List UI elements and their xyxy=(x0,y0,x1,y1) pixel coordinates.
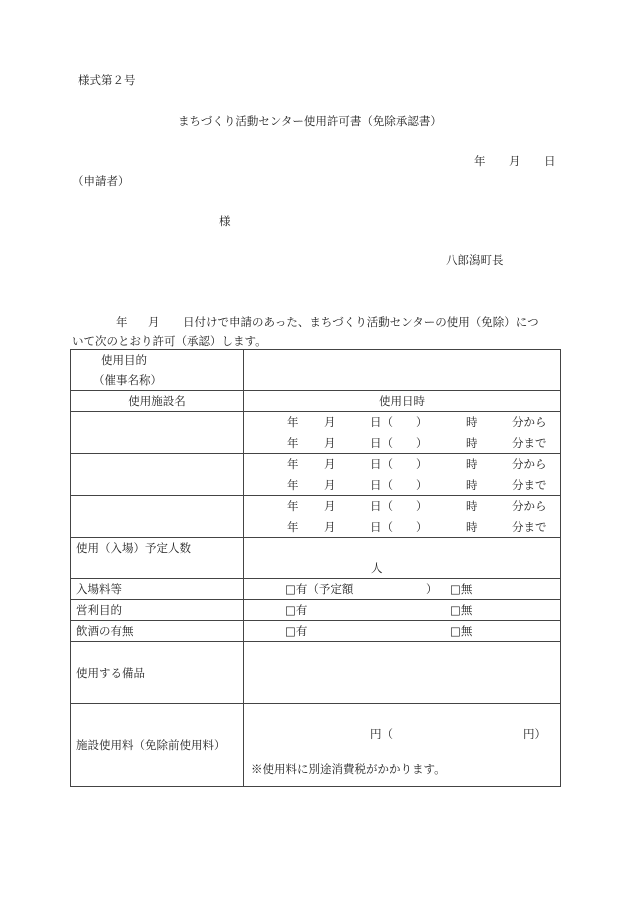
equipment-label-cell: 使用する備品 xyxy=(71,642,244,704)
facility-row-1 xyxy=(71,412,561,454)
alcohol-value-cell xyxy=(244,621,561,642)
usage-fee-label-cell: 施設使用料（免除前使用料） xyxy=(71,704,244,787)
datetime-cell[interactable] xyxy=(244,454,561,496)
profit-no-checkbox[interactable]: □無 xyxy=(450,603,473,617)
facility-cell[interactable] xyxy=(71,496,244,538)
profit-yes-checkbox[interactable]: □有 xyxy=(285,603,308,617)
usage-fee-value-cell[interactable] xyxy=(244,704,561,787)
body-line1: 日付けで申請のあった、まちづくり活動センターの使用（免除）につ xyxy=(183,315,539,329)
document-title: まちづくり活動センター使用許可書（免除承認書） xyxy=(178,114,442,128)
datetime-until-line: 年 月 日（ ） 時 分まで xyxy=(287,519,547,534)
purpose-label-cell xyxy=(71,350,244,391)
attendance-label-cell xyxy=(71,538,244,579)
applicant-label: （申請者） xyxy=(72,174,130,188)
usage-fee-row xyxy=(71,704,561,787)
tax-note: ※使用料に別途消費税がかかります。 xyxy=(251,762,446,776)
alcohol-row xyxy=(71,621,561,642)
fee-amount-close: ） xyxy=(426,582,438,596)
purpose-value-cell[interactable] xyxy=(244,350,561,391)
alcohol-yes-checkbox[interactable]: □有 xyxy=(285,624,308,638)
facility-row-3 xyxy=(71,496,561,538)
body-line2: いて次のとおり許可（承認）します。 xyxy=(72,334,267,348)
datetime-header: 使用日時 xyxy=(244,391,561,412)
equipment-row xyxy=(71,642,561,704)
profit-row xyxy=(71,600,561,621)
profit-value-cell xyxy=(244,600,561,621)
datetime-cell[interactable] xyxy=(244,412,561,454)
equipment-value-cell[interactable] xyxy=(244,642,561,704)
datetime-from-line: 年 月 日（ ） 時 分から xyxy=(287,499,547,513)
header-row xyxy=(71,391,561,412)
entrance-fee-label-cell: 入場料等 xyxy=(71,579,244,600)
entrance-fee-row xyxy=(71,579,561,600)
datetime-from-line: 年 月 日（ ） 時 分から xyxy=(287,415,547,429)
attendance-label: 使用（入場）予定人数 xyxy=(76,541,191,555)
purpose-label-1: 使用目的 xyxy=(101,353,147,367)
usage-fee-yen-close: 円） xyxy=(523,727,546,741)
attendance-row xyxy=(71,538,561,579)
fee-yes-checkbox[interactable]: □有（予定額 xyxy=(285,582,354,596)
profit-label-cell: 営利目的 xyxy=(71,600,244,621)
attendance-value-cell[interactable] xyxy=(244,538,561,579)
honorific: 様 xyxy=(219,214,231,228)
date-day: 日 xyxy=(544,154,556,168)
attendance-unit: 人 xyxy=(371,561,383,575)
datetime-cell[interactable] xyxy=(244,496,561,538)
purpose-row xyxy=(71,350,561,391)
date-month: 月 xyxy=(509,154,521,168)
datetime-until-line: 年 月 日（ ） 時 分まで xyxy=(287,477,547,492)
facility-cell[interactable] xyxy=(71,454,244,496)
facility-header: 使用施設名 xyxy=(71,391,244,412)
body-month: 月 xyxy=(148,315,160,329)
issuer: 八郎潟町長 xyxy=(446,253,504,267)
permit-table xyxy=(70,349,561,787)
usage-fee-yen: 円（ xyxy=(370,727,393,741)
purpose-label-2: （催事名称） xyxy=(93,373,162,387)
body-year: 年 xyxy=(116,315,128,329)
datetime-until-line: 年 月 日（ ） 時 分まで xyxy=(287,435,547,450)
form-number: 様式第２号 xyxy=(78,73,136,87)
date-year: 年 xyxy=(474,154,486,168)
facility-row-2 xyxy=(71,454,561,496)
datetime-from-line: 年 月 日（ ） 時 分から xyxy=(287,457,547,471)
alcohol-label-cell: 飲酒の有無 xyxy=(71,621,244,642)
fee-no-checkbox[interactable]: □無 xyxy=(450,582,473,596)
facility-cell[interactable] xyxy=(71,412,244,454)
entrance-fee-value-cell xyxy=(244,579,561,600)
alcohol-no-checkbox[interactable]: □無 xyxy=(450,624,473,638)
